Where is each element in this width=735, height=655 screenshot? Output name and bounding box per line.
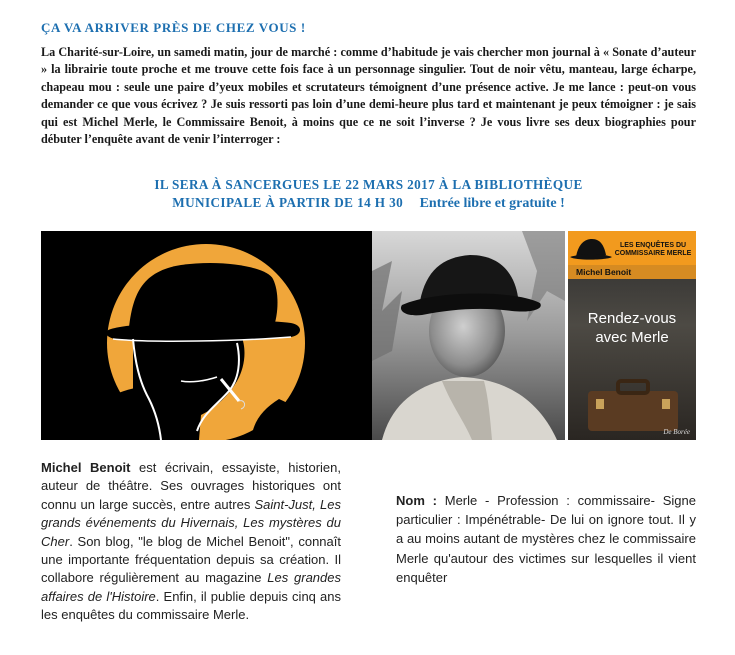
book-title-line-2: avec Merle bbox=[595, 329, 669, 346]
card-name-label: Nom : bbox=[396, 493, 437, 508]
author-biography bbox=[41, 459, 341, 625]
bio-works-2: Les grandes affaires de l'Histoire bbox=[41, 570, 342, 604]
bio-author-name: Michel Benoit bbox=[41, 460, 131, 475]
event-announcement bbox=[41, 176, 696, 213]
book-cover bbox=[568, 231, 696, 440]
book-author: Michel Benoit bbox=[576, 267, 632, 277]
announcement-line-2: MUNICIPALE À PARTIR DE 14 H 30 bbox=[172, 195, 404, 210]
silhouette-illustration bbox=[41, 231, 372, 440]
article-heading: ÇA VA ARRIVER PRÈS DE CHEZ VOUS ! bbox=[41, 20, 306, 35]
book-title-line-1: Rendez-vous bbox=[587, 310, 677, 327]
card-text: Merle - Profession : commissaire- Signe particulier : Impénétrable- De lui on ignore tout. Il y a au moins autant de mystères chez le commissaire Merle qu'autour des victimes sur lesquelles il vient enquêter bbox=[396, 493, 696, 585]
silhouette-svg bbox=[41, 231, 372, 440]
bio-text-1: est écrivain, essayiste, historien, auteur de théâtre. Ses ouvrages historiques ont connu un large succès, entre autres bbox=[41, 460, 342, 512]
author-photo-svg bbox=[372, 231, 565, 440]
author-photo bbox=[372, 231, 565, 440]
photo-strip bbox=[41, 231, 696, 440]
announcement-line-1: IL SERA À SANCERGUES LE 22 MARS 2017 À LA BIBLIOTHÈQUE bbox=[154, 177, 583, 192]
bio-works-1: Saint-Just, Les grands événements du Hivernais, Les mystères du Cher bbox=[41, 496, 341, 549]
book-series: LES ENQUÊTES DU COMMISSAIRE MERLE bbox=[614, 242, 692, 257]
book-title bbox=[568, 309, 696, 347]
character-card bbox=[396, 491, 696, 587]
bio-text-2: . Son blog, "le blog de Michel Benoit", connaît une importante fréquentation depuis sa création. Il collabore régulièrement au magazine bbox=[41, 533, 341, 586]
intro-paragraph: La Charité-sur-Loire, un samedi matin, jour de marché : comme d’habitude je vais chercher mon journal à « Sonate d’auteur » la librairie toute proche et me trouve cette fois face à un personnage singulier. Tout de noir vêtu, manteau, large écharpe, chapeau mou : seule une paire d’yeux mobiles et scrutateurs témoignent d’une présence active. Je me lance : peut-on vous demander ce que vous écrivez ? Je suis ressorti pas loin d’une demi-heure plus tard et maintenant je peux témoigner : je sais qui est Michel Merle, le Commissaire Benoit, à moins que ce ne soit l’inverse ? Je vous livre ses deux biographies pour débuter l’enquête avant de venir l’interroger : bbox=[41, 45, 696, 147]
bio-text-3: . Enfin, il publie depuis cinq ans les enquêtes du commissaire Merle. bbox=[41, 588, 341, 623]
free-entry-note: Entrée libre et gratuite ! bbox=[419, 196, 565, 211]
book-publisher: De Borée bbox=[663, 428, 690, 436]
